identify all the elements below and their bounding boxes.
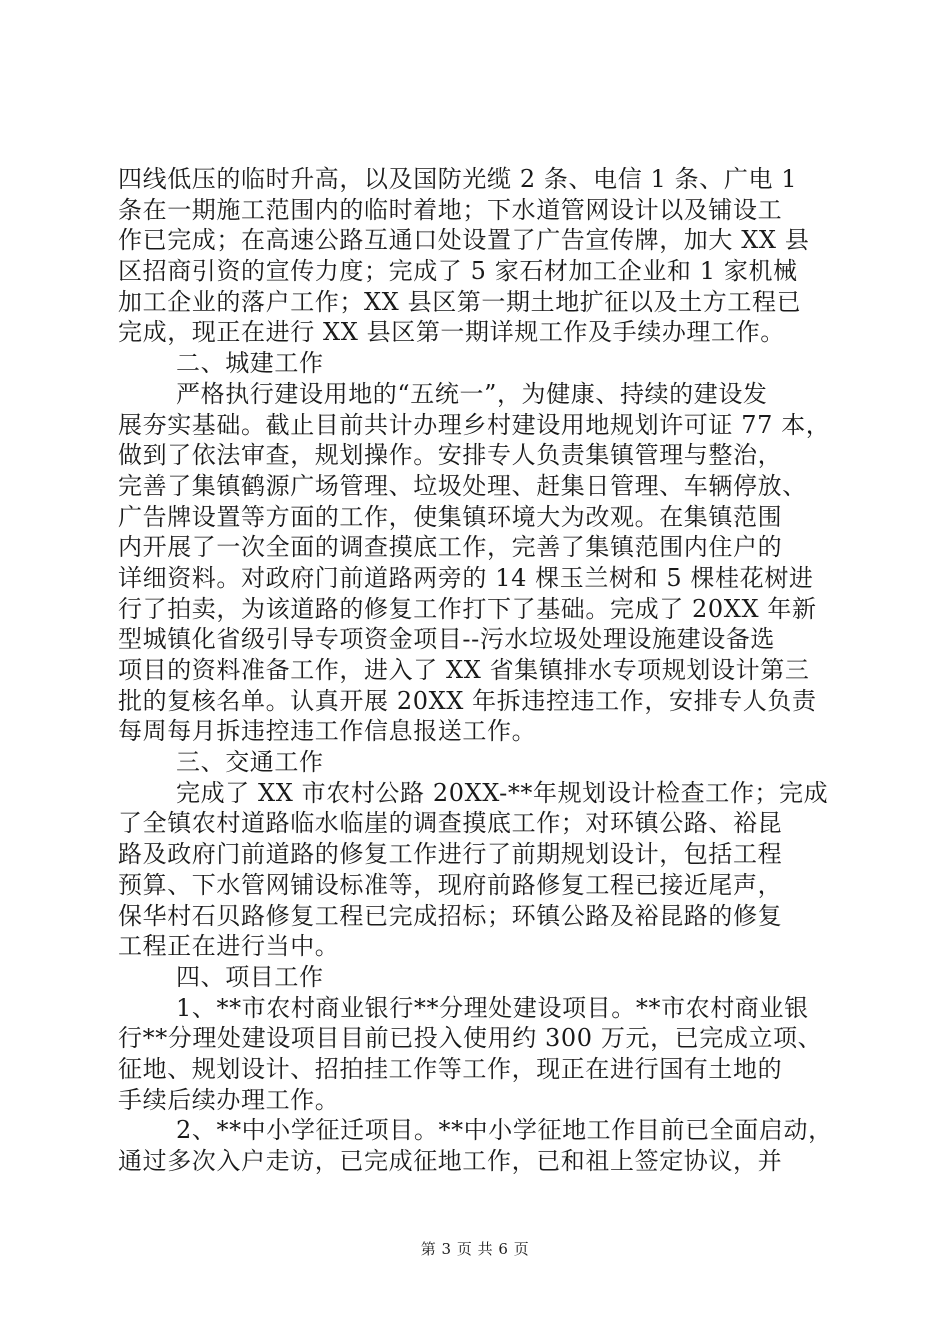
text-line: 做到了依法审查，规划操作。安排专人负责集镇管理与整治， (118, 441, 783, 470)
text-line: 项目的资料准备工作，进入了 XX 省集镇排水专项规划设计第三 (118, 656, 810, 684)
text-line: 行了拍卖，为该道路的修复工作打下了基础。完成了 20XX 年新 (118, 594, 817, 623)
text-line: 手续后续办理工作。 (118, 1085, 340, 1114)
text-line: 行**分理处建设项目目前已投入使用约 300 万元，已完成立项、 (118, 1024, 823, 1053)
text-line: 型城镇化省级引导专项资金项目--污水垃圾处理设施建设备选 (118, 625, 776, 654)
text-line: 三、交通工作 (176, 748, 324, 777)
text-line: 区招商引资的宣传力度；完成了 5 家石材加工企业和 1 家机械 (118, 257, 798, 286)
text-line: 二、城建工作 (176, 349, 324, 378)
text-line: 批的复核名单。认真开展 20XX 年拆违控违工作，安排专人负责 (118, 686, 817, 715)
text-line: 预算、下水管网铺设标准等，现府前路修复工程已接近尾声， (118, 870, 783, 899)
text-line: 作已完成；在高速公路互通口处设置了广告宣传牌，加大 XX 县 (118, 226, 810, 255)
text-line: 展夯实基础。截止目前共计办理乡村建设用地规划许可证 77 本， (118, 410, 831, 439)
text-line: 四线低压的临时升高，以及国防光缆 2 条、电信 1 条、广电 1 (118, 165, 798, 193)
text-line: 完成，现正在进行 XX 县区第一期详规工作及手续办理工作。 (118, 318, 785, 347)
text-line: 了全镇农村道路临水临崖的调查摸底工作；对环镇公路、裕昆 (118, 809, 783, 838)
document-body (118, 164, 838, 1177)
text-line: 详细资料。对政府门前道路两旁的 14 棵玉兰树和 5 棵桂花树进 (118, 563, 814, 592)
text-line: 条在一期施工范围内的临时着地；下水道管网设计以及铺设工 (118, 195, 783, 224)
text-line: 1、**市农村商业银行**分理处建设项目。**市农村商业银 (176, 993, 809, 1022)
text-line: 严格执行建设用地的“五统一”，为健康、持续的建设发 (176, 379, 768, 408)
page-number-label: 第 3 页 共 6 页 (420, 1240, 530, 1258)
text-line: 每周每月拆违控违工作信息报送工作。 (118, 717, 537, 746)
page-footer (0, 1238, 950, 1259)
text-line: 征地、规划设计、招拍挂工作等工作，现正在进行国有土地的 (118, 1054, 783, 1083)
text-line: 四、项目工作 (176, 962, 324, 991)
text-line: 路及政府门前道路的修复工作进行了前期规划设计，包括工程 (118, 840, 783, 869)
text-line: 2、**中小学征迁项目。**中小学征地工作目前已全面启动， (176, 1116, 833, 1145)
text-line: 工程正在进行当中。 (118, 932, 340, 961)
text-line: 通过多次入户走访，已完成征地工作，已和祖上签定协议，并 (118, 1147, 783, 1175)
text-line: 完善了集镇鹤源广场管理、垃圾处理、赶集日管理、车辆停放、 (118, 471, 807, 500)
text-line: 广告牌设置等方面的工作，使集镇环境大为改观。在集镇范围 (118, 502, 783, 531)
text-line: 保华村石贝路修复工程已完成招标；环镇公路及裕昆路的修复 (118, 901, 783, 930)
text-line: 加工企业的落户工作；XX 县区第一期土地扩征以及土方工程已 (118, 287, 802, 316)
text-line: 内开展了一次全面的调查摸底工作，完善了集镇范围内住户的 (118, 533, 783, 562)
text-line: 完成了 XX 市农村公路 20XX-**年规划设计检查工作；完成 (176, 778, 829, 807)
